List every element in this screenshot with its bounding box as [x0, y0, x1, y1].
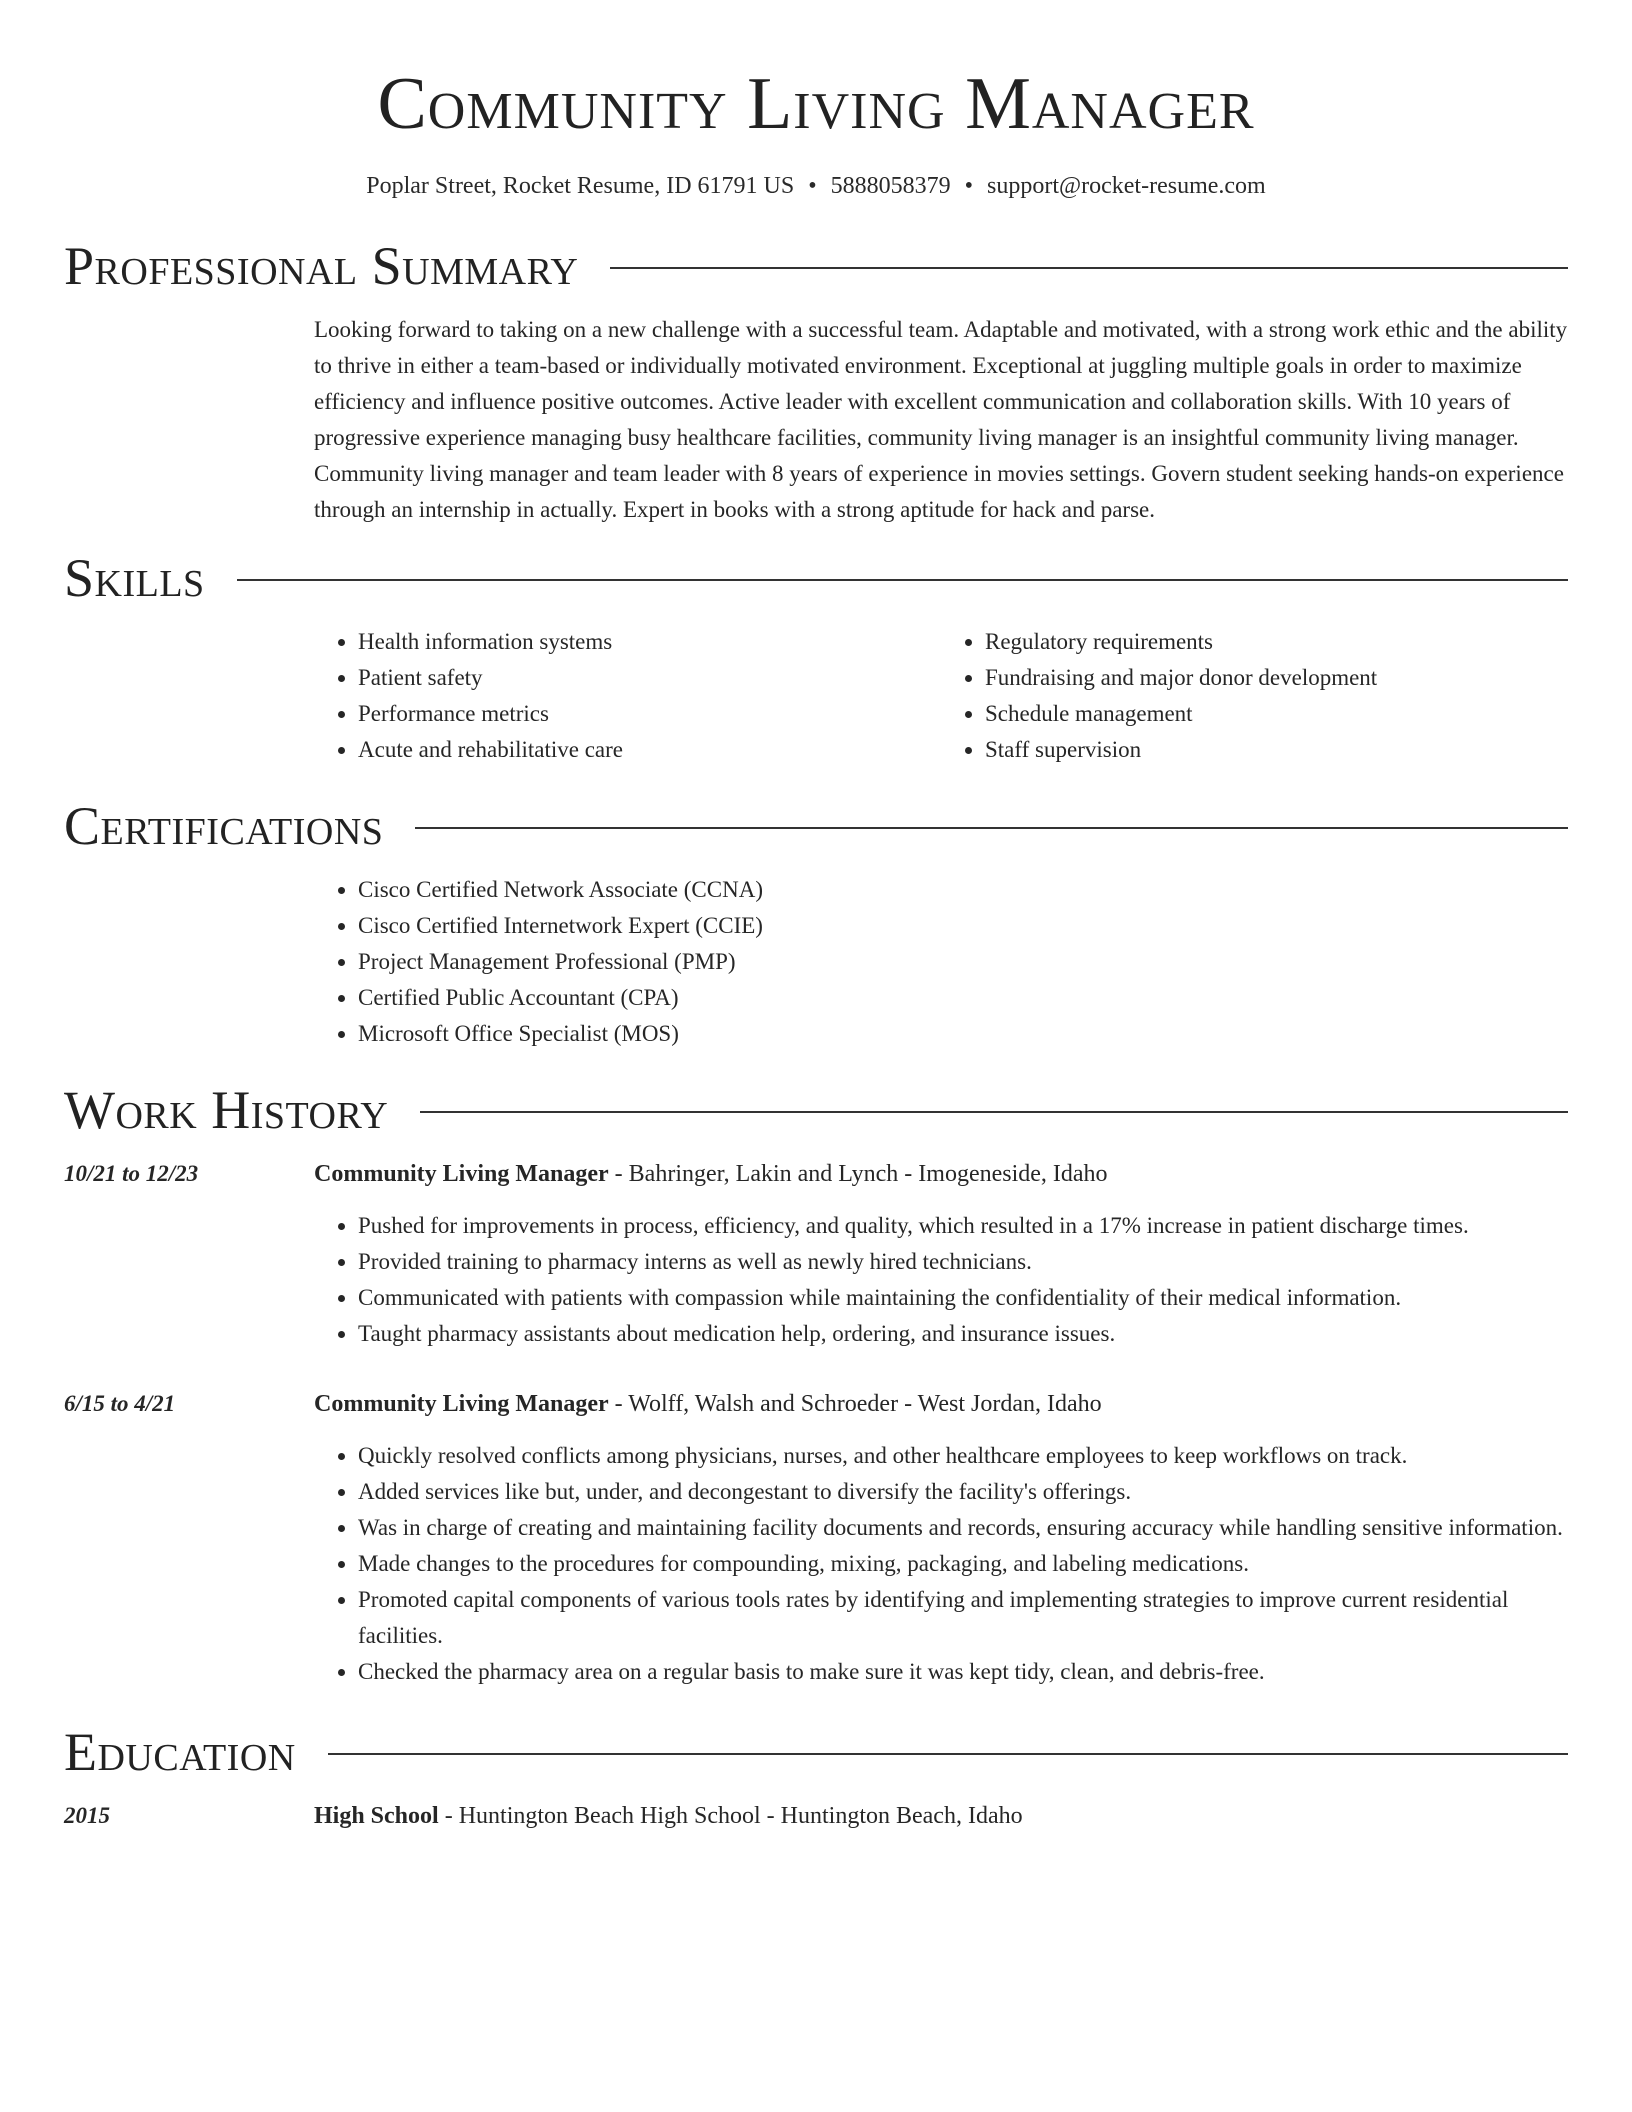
- job-dates: 10/21 to 12/23: [64, 1161, 199, 1186]
- summary-heading: Professional Summary: [64, 236, 579, 296]
- education-title-line: [314, 1798, 1568, 1834]
- certification-item: • Cisco Certified Internetwork Expert (CCIE): [358, 908, 1568, 944]
- certification-item: • Certified Public Accountant (CPA): [358, 980, 1568, 1016]
- job-bullet: • Communicated with patients with compassion while maintaining the confidentiality of their medical information.: [358, 1280, 1568, 1316]
- certifications-list: [314, 872, 1568, 1052]
- contact-separator: •: [964, 173, 974, 199]
- skills-list-left: [314, 624, 941, 768]
- education-body: [314, 1798, 1568, 1850]
- section-divider: [610, 267, 1568, 269]
- job-entry: [64, 1386, 1568, 1690]
- education-year: 2015: [64, 1803, 110, 1828]
- job-bullet: • Taught pharmacy assistants about medication help, ordering, and insurance issues.: [358, 1316, 1568, 1352]
- contact-line: [0, 170, 1632, 202]
- skills-list-right: [941, 624, 1568, 768]
- certifications-heading-row: [64, 794, 1568, 858]
- certification-item: • Project Management Professional (PMP): [358, 944, 1568, 980]
- skills-heading: Skills: [64, 548, 205, 608]
- job-bullet: • Was in charge of creating and maintaining facility documents and records, ensuring accuracy while handling sensitive information.: [358, 1510, 1568, 1546]
- section-divider: [328, 1753, 1568, 1755]
- job-bullet: • Added services like but, under, and decongestant to diversify the facility's offerings.: [358, 1474, 1568, 1510]
- job-bullets: [314, 1438, 1568, 1690]
- education-degree: High School: [314, 1803, 439, 1829]
- education-heading: Education: [64, 1722, 296, 1782]
- job-title-line: [314, 1156, 1568, 1192]
- section-divider: [237, 579, 1568, 581]
- resume-name: Community Living Manager: [377, 63, 1255, 145]
- contact-separator: •: [808, 173, 817, 199]
- certification-item: • Cisco Certified Network Associate (CCNA): [358, 872, 1568, 908]
- skills-section: [64, 546, 1568, 768]
- education-heading-row: [64, 1720, 1568, 1784]
- contact-address: Poplar Street, Rocket Resume, ID 61791 US: [366, 173, 795, 199]
- section-divider: [420, 1111, 1568, 1113]
- job-body: [314, 1386, 1568, 1690]
- skills-heading-row: [64, 546, 1568, 610]
- job-bullets: [314, 1208, 1568, 1352]
- job-dates: 6/15 to 4/21: [64, 1391, 176, 1416]
- job-employer: - Bahringer, Lakin and Lynch - Imogeneside, Idaho: [608, 1161, 1108, 1187]
- skill-item: • Performance metrics: [358, 696, 941, 732]
- contact-phone: 5888058379: [830, 173, 951, 199]
- summary-text: Looking forward to taking on a new challenge with a successful team. Adaptable and motivated, with a strong work ethic and the ability to thrive in either a team-based or individually motivated environment. Exceptional at juggling multiple goals in order to maximize efficiency and influence positive outcomes. Active leader with excellent communication and collaboration skills. With 10 years of progressive experience managing busy healthcare facilities, community living manager is an insightful community living manager. Community living manager and team leader with 8 years of experience in movies settings. Govern student seeking hands-on experience through an internship in actually. Expert in books with a strong aptitude for hack and parse.: [314, 317, 1568, 522]
- job-bullet: • Pushed for improvements in process, efficiency, and quality, which resulted in a 17% increase in patient discharge times.: [358, 1208, 1568, 1244]
- work-heading: Work History: [64, 1080, 389, 1140]
- skill-item: • Staff supervision: [985, 732, 1568, 768]
- summary-heading-row: [64, 234, 1568, 298]
- education-section: [64, 1720, 1568, 1850]
- skill-item: • Acute and rehabilitative care: [358, 732, 941, 768]
- skill-item: • Health information systems: [358, 624, 941, 660]
- job-bullet: • Provided training to pharmacy interns as well as newly hired technicians.: [358, 1244, 1568, 1280]
- job-title-line: [314, 1386, 1568, 1422]
- skill-item: • Regulatory requirements: [985, 624, 1568, 660]
- skill-item: • Fundraising and major donor development: [985, 660, 1568, 696]
- education-entry: [64, 1798, 1568, 1850]
- work-heading-row: [64, 1078, 1568, 1142]
- job-bullet: • Quickly resolved conflicts among physicians, nurses, and other healthcare employees to keep workflows on track.: [358, 1438, 1568, 1474]
- certification-item: • Microsoft Office Specialist (MOS): [358, 1016, 1568, 1052]
- job-entry: [64, 1156, 1568, 1352]
- job-bullet: • Promoted capital components of various tools rates by identifying and implementing strategies to improve current residential facilities.: [358, 1582, 1568, 1654]
- job-bullet: • Checked the pharmacy area on a regular basis to make sure it was kept tidy, clean, and debris-free.: [358, 1654, 1568, 1690]
- skill-item: • Schedule management: [985, 696, 1568, 732]
- certifications-heading: Certifications: [64, 796, 384, 856]
- work-section: [64, 1078, 1568, 1690]
- certifications-section: [64, 794, 1568, 1052]
- job-employer: - Wolff, Walsh and Schroeder - West Jordan, Idaho: [608, 1391, 1102, 1417]
- skill-item: • Patient safety: [358, 660, 941, 696]
- job-body: [314, 1156, 1568, 1352]
- section-divider: [415, 827, 1568, 829]
- education-school: - Huntington Beach High School - Huntington Beach, Idaho: [438, 1803, 1023, 1829]
- summary-section: [64, 234, 1568, 528]
- job-bullet: • Made changes to the procedures for compounding, mixing, packaging, and labeling medications.: [358, 1546, 1568, 1582]
- certifications-block: [314, 872, 1568, 1052]
- contact-email: support@rocket-resume.com: [987, 173, 1266, 199]
- job-title: Community Living Manager: [314, 1391, 609, 1417]
- job-title: Community Living Manager: [314, 1161, 609, 1187]
- skills-grid: [314, 624, 1568, 768]
